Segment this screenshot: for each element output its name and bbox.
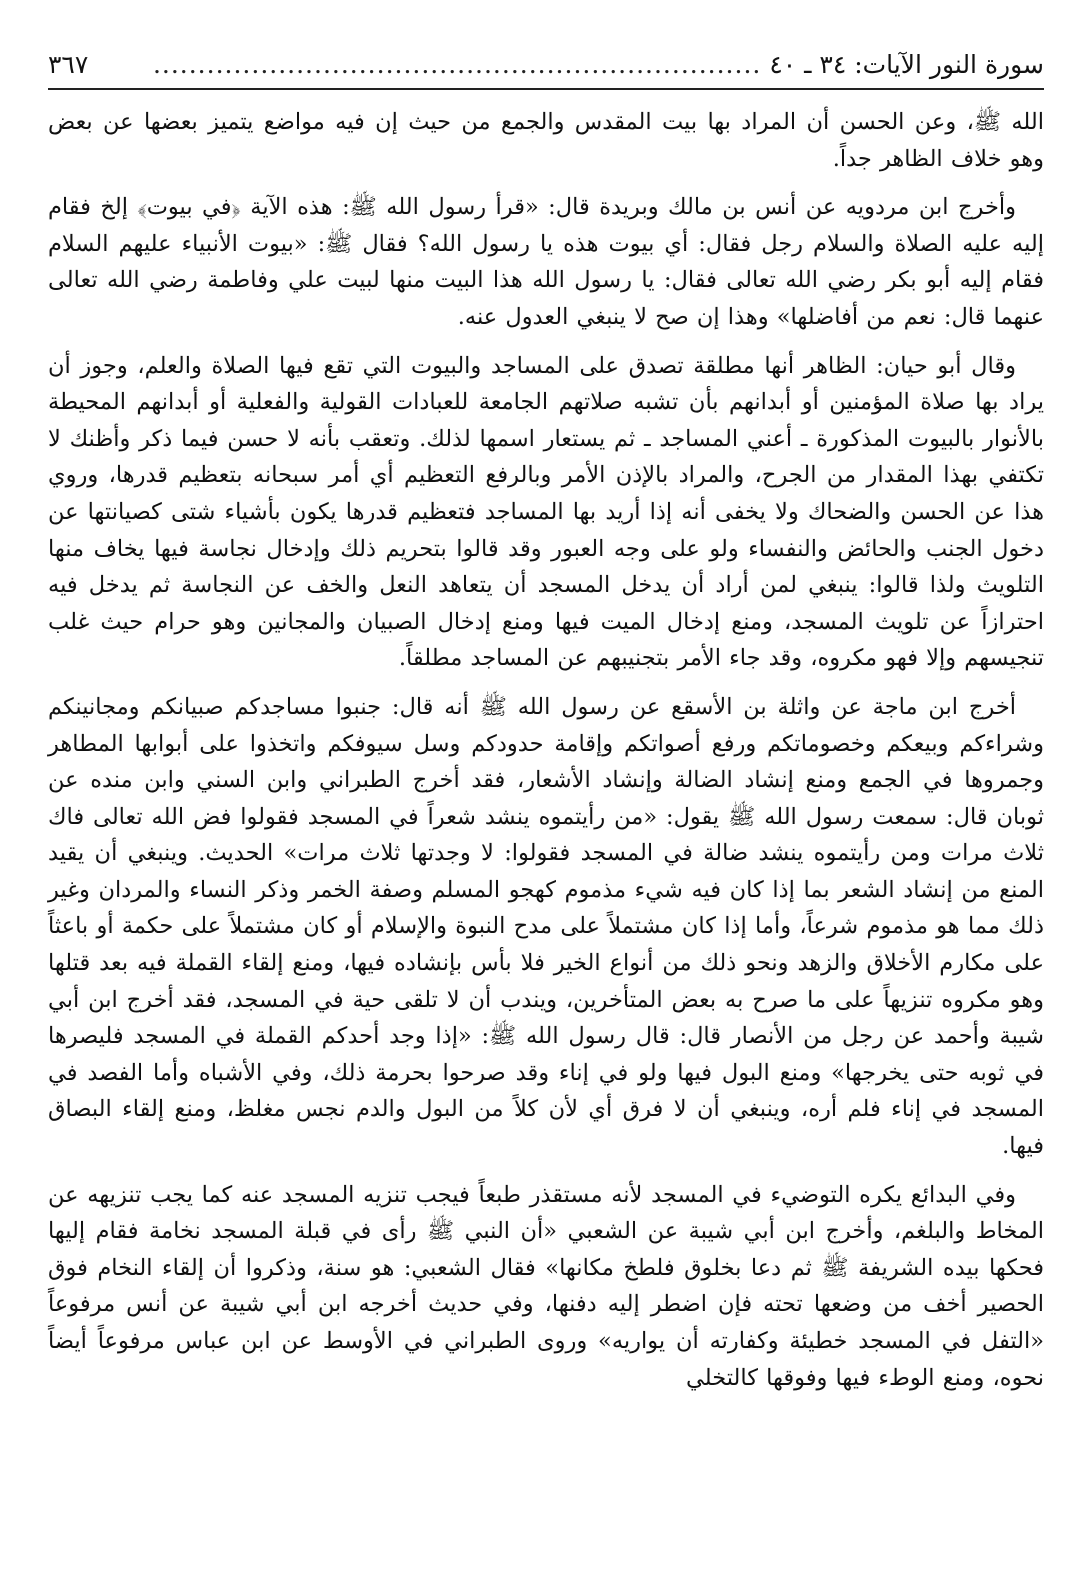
running-header [48, 48, 1044, 90]
chapter-title: سورة النور الآيات: ٣٤ ـ ٤٠ [769, 50, 1044, 79]
leader-dots: .................................................................... [152, 50, 762, 79]
body-text [48, 104, 1044, 1396]
paragraph: أخرج ابن ماجة عن واثلة بن الأسقع عن رسول الله ﷺ أنه قال: جنبوا مساجدكم صبيانكم ومجانينكم وشراءكم وبيعكم وخصوماتكم ورفع أصواتكم وإقامة حدودكم وسل سيوفكم واتخذوا على أبوابها المطاهر وجمروها في الجمع ومنع إنشاد الضالة وإنشاد الأشعار، فقد أخرج الطبراني وابن السني وابن منده عن ثوبان قال: سمعت رسول الله ﷺ يقول: «من رأيتموه ينشد شعراً في المسجد فقولوا فض الله تعالى فاك ثلاث مرات ومن رأيتموه ينشد ضالة في المسجد فقولوا: لا وجدتها ثلاث مرات» الحديث. وينبغي أن يقيد المنع من إنشاد الشعر بما إذا كان فيه شيء مذموم كهجو المسلم وصفة الخمر وذكر النساء والمردان وغير ذلك مما هو مذموم شرعاً، وأما إذا كان مشتملاً على مدح النبوة والإسلام أو كان مشتملاً على حكمة أو باعثاً على مكارم الأخلاق والزهد ونحو ذلك من أنواع الخير فلا بأس بإنشاده فيها، ومنع إلقاء القملة فيه بعد قتلها وهو مكروه تنزيهاً على ما صرح به بعض المتأخرين، ويندب أن لا تلقى حية في المسجد، فقد أخرج ابن أبي شيبة وأحمد عن رجل من الأنصار قال: قال رسول الله ﷺ: «إذا وجد أحدكم القملة في المسجد فليصرها في ثوبه حتى يخرجها» ومنع البول فيها ولو في إناء وقد صرحوا بحرمة ذلك، وفي الأشباه وأما الفصد في المسجد في إناء فلم أره، وينبغي أن لا فرق أي لأن كلاً من البول والدم نجس مغلظ، ومنع إلقاء البصاق فيها. [48, 693, 1044, 1160]
paragraph: وقال أبو حيان: الظاهر أنها مطلقة تصدق على المساجد والبيوت التي تقع فيها الصلاة والعلم، وجوز أن يراد بها صلاة المؤمنين أو أبدانهم بأن تشبه صلاتهم الجامعة للعبادات القولية والفعلية أو أبدانهم المحيطة بالأنوار بالبيوت المذكورة ـ أعني المساجد ـ ثم يستعار اسمها لذلك. وتعقب بأنه لا حسن فيما ذكر وأظنك لا تكتفي بهذا المقدار من الجرح، والمراد بالإذن الأمر وبالرفع التعظيم أي أمر سبحانه بتعظيم قدرها، وروي هذا عن الحسن والضحاك ولا يخفى أنه إذا أريد بها المساجد فتعظيم قدرها يكون بأشياء شتى كصيانتها عن دخول الجنب والحائض والنفساء ولو على وجه العبور وقد قالوا بتحريم ذلك وإدخال نجاسة فيها يخاف منها التلويث ولذا قالوا: ينبغي لمن أراد أن يدخل المسجد أن يتعاهد النعل والخف عن النجاسة ثم يدخل فيه احترازاً عن تلويث المسجد، ومنع إدخال الميت فيها ومنع إدخال الصبيان والمجانين وهو حرام حيث غلب تنجيسهم وإلا فهو مكروه، وقد جاء الأمر بتجنيبهم عن المساجد مطلقاً. [48, 352, 1044, 672]
page-number: ٣٦٧ [48, 50, 89, 79]
paragraph: الله ﷺ، وعن الحسن أن المراد بها بيت المقدس والجمع من حيث إن فيه مواضع يتميز بعضها عن بعض وهو خلاف الظاهر جداً. [48, 109, 1044, 172]
paragraph: وأخرج ابن مردويه عن أنس بن مالك وبريدة قال: «قرأ رسول الله ﷺ: هذه الآية ﴿في بيوت﴾ إلخ فقام إليه عليه الصلاة والسلام رجل فقال: أي بيوت هذه يا رسول الله؟ فقال ﷺ: «بيوت الأنبياء عليهم السلام فقام إليه أبو بكر رضي الله تعالى فقال: يا رسول الله هذا البيت منها لبيت علي وفاطمة رضي الله تعالى عنهما قال: نعم من أفاضلها» وهذا إن صح لا ينبغي العدول عنه. [48, 194, 1044, 330]
paragraph: وفي البدائع يكره التوضيء في المسجد لأنه مستقذر طبعاً فيجب تنزيه المسجد عنه كما يجب تنزيهه عن المخاط والبلغم، وأخرج ابن أبي شيبة عن الشعبي «أن النبي ﷺ رأى في قبلة المسجد نخامة فقام إليها فحكها بيده الشريفة ﷺ ثم دعا بخلوق فلطخ مكانها» فقال الشعبي: هو سنة، وذكروا أن إلقاء النخام فوق الحصير أخف من وضعها تحته فإن اضطر إليه دفنها، وفي حديث أخرجه ابن أبي شيبة عن أنس مرفوعاً «التفل في المسجد خطيئة وكفارته أن يواريه» وروى الطبراني في الأوسط عن ابن عباس مرفوعاً أيضاً نحوه، ومنع الوطء فيها وفوقها كالتخلي [48, 1181, 1044, 1391]
